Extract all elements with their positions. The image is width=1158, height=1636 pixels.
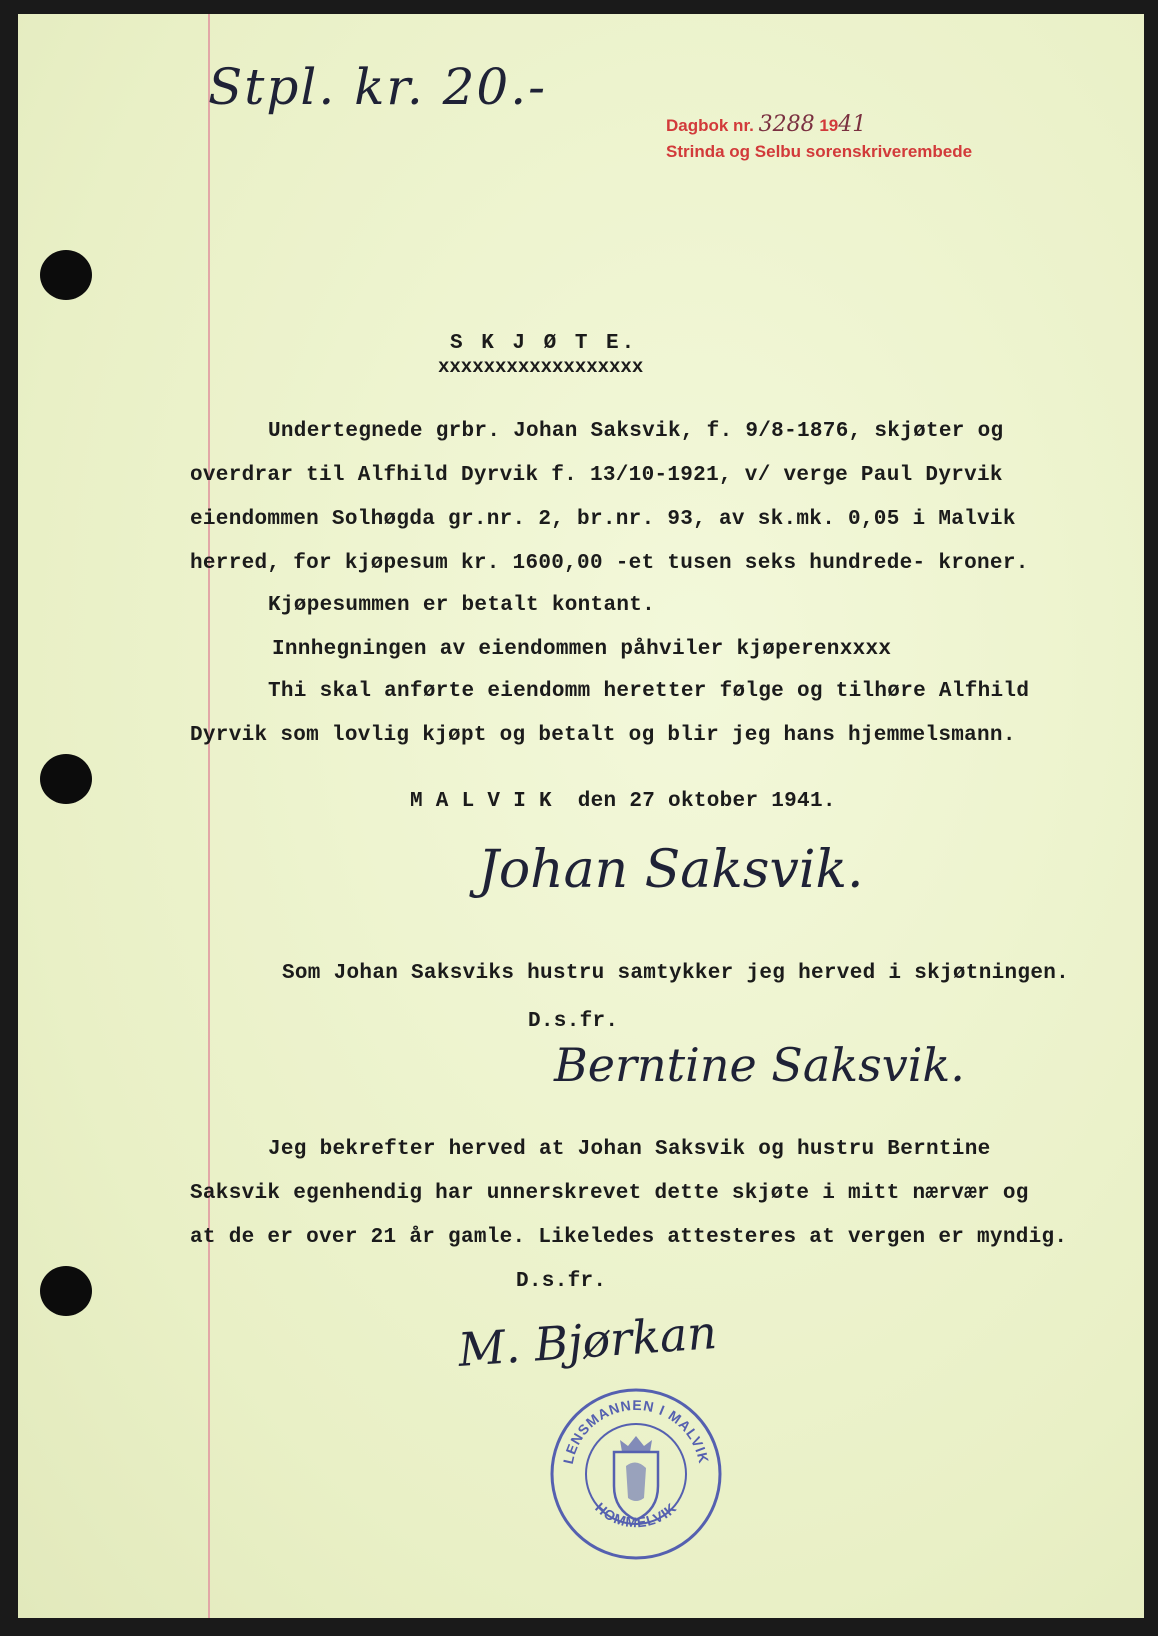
body-line: herred, for kjøpesum kr. 1600,00 -et tusen seks hundrede- kroner. — [190, 552, 1029, 575]
place-date: M A L V I K den 27 oktober 1941. — [410, 790, 836, 813]
attest-line: Jeg bekrefter herved at Johan Saksvik og hustru Berntine — [268, 1138, 991, 1161]
dsfr-2: D.s.fr. — [516, 1270, 607, 1293]
consent-line: Som Johan Saksviks hustru samtykker jeg herved i skjøtningen. — [282, 962, 1070, 985]
stamp-duty-note: Stpl. kr. 20.- — [208, 58, 548, 116]
body-line: Undertegnede grbr. Johan Saksvik, f. 9/8-1876, skjøter og — [268, 420, 1004, 443]
lion-icon — [626, 1462, 646, 1501]
body-line: overdrar til Alfhild Dyrvik f. 13/10-1921, v/ verge Paul Dyrvik — [190, 464, 1003, 487]
registry-number: 3288 — [758, 112, 815, 137]
seller-signature: Johan Saksvik. — [478, 840, 864, 900]
title-underline: xxxxxxxxxxxxxxxxxx — [438, 356, 644, 378]
svg-text:HOMMELVIK — [592, 1499, 680, 1530]
seal-bottom-text: HOMMELVIK — [592, 1499, 680, 1531]
registry-year-written: 41 — [838, 112, 867, 137]
seal-top-text: LENSMANNEN I MALVIK — [559, 1396, 713, 1466]
registry-stamp-line-1 — [666, 112, 866, 137]
witness-signature: M. Bjørkan — [456, 1305, 719, 1377]
document-title: S K J Ø T E. — [450, 332, 638, 355]
body-line: Innhegningen av eiendommen påhviler kjøperenxxxx — [272, 638, 892, 661]
punch-hole — [40, 250, 92, 300]
body-line: Thi skal anførte eiendomm heretter følge og tilhøre Alfhild — [268, 680, 1030, 703]
body-line: Dyrvik som lovlig kjøpt og betalt og blir jeg hans hjemmelsmann. — [190, 724, 1016, 747]
document-page — [18, 14, 1144, 1618]
wife-signature: Berntine Saksvik. — [554, 1038, 965, 1092]
attest-line: Saksvik egenhendig har unnerskrevet dette skjøte i mitt nærvær og — [190, 1182, 1029, 1205]
registry-office: Strinda og Selbu sorenskriverembede — [666, 142, 973, 161]
margin-rule — [208, 14, 210, 1618]
punch-hole — [40, 1266, 92, 1316]
official-seal — [548, 1386, 724, 1562]
body-line: Kjøpesummen er betalt kontant. — [268, 594, 656, 617]
registry-prefix: Dagbok nr. — [666, 116, 754, 135]
body-line: eiendommen Solhøgda gr.nr. 2, br.nr. 93, av sk.mk. 0,05 i Malvik — [190, 508, 1016, 531]
dsfr-1: D.s.fr. — [528, 1010, 619, 1033]
attest-line: at de er over 21 år gamle. Likeledes attesteres at vergen er myndig. — [190, 1226, 1068, 1249]
crown-icon — [620, 1436, 652, 1452]
registry-year-printed: 19 — [819, 116, 839, 135]
punch-hole — [40, 754, 92, 804]
